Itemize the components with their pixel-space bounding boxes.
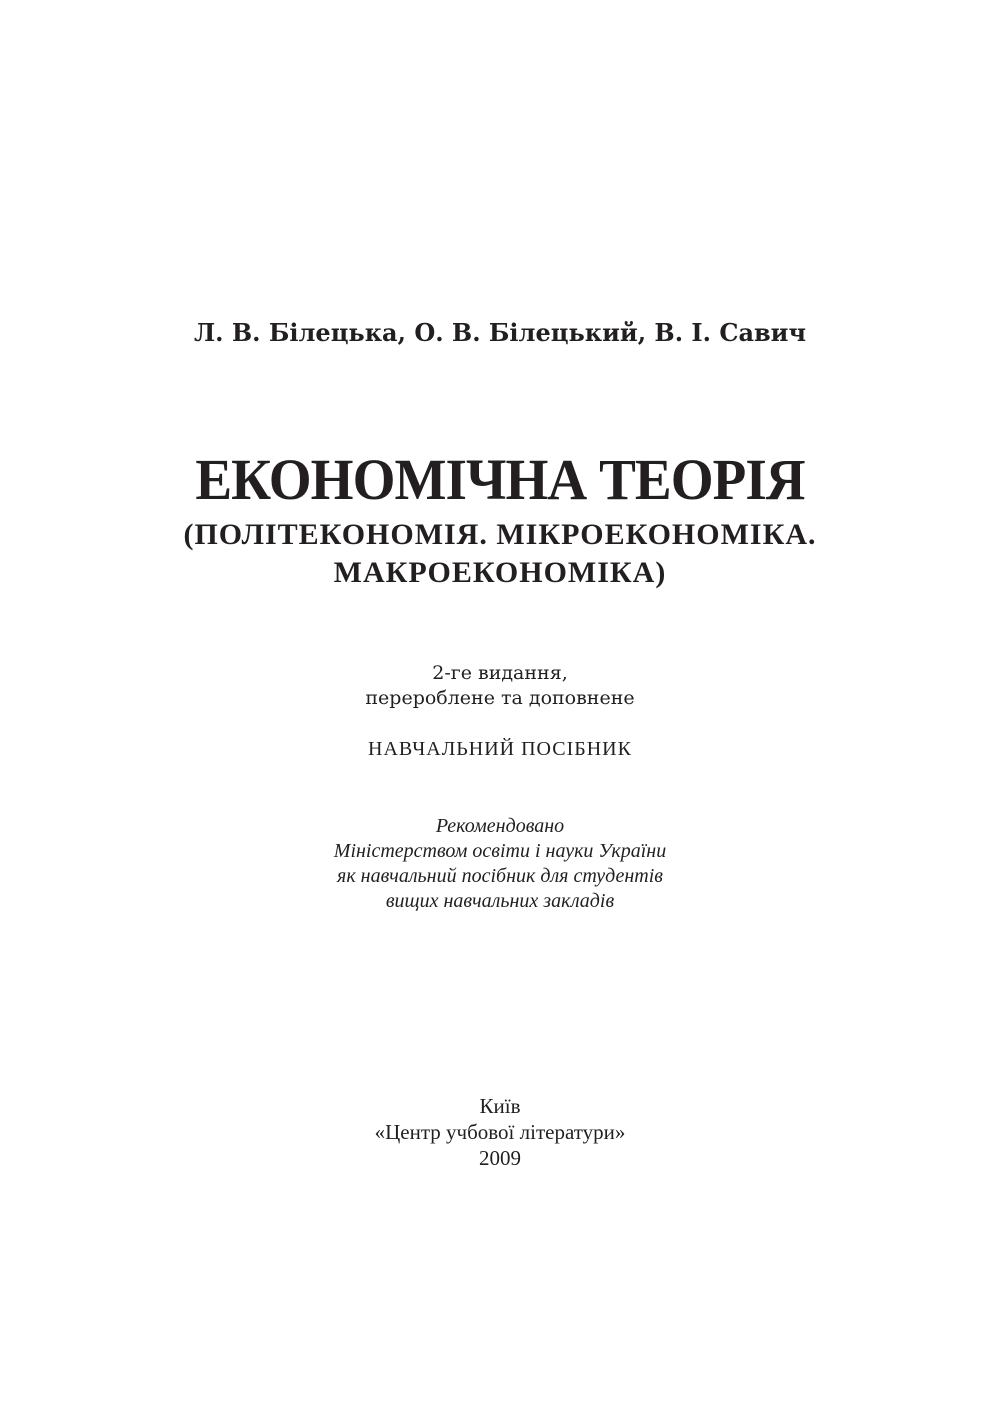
book-title: ЕКОНОМІЧНА ТЕОРІЯ: [195, 447, 805, 512]
recommendation-line-4: вищих навчальних закладів: [385, 890, 615, 912]
edition-line-2: перероблене та доповнене: [365, 687, 635, 709]
recommendation-line-1: Рекомендовано: [435, 815, 565, 837]
imprint-city: Київ: [479, 1094, 521, 1118]
recommendation-line-3: як навчальний посібник для студентів: [337, 865, 663, 887]
subtitle-line-1: (ПОЛІТЕКОНОМІЯ. МІКРОЕКОНОМІКА.: [183, 518, 817, 551]
edition-line-1: 2-ге видання,: [432, 662, 568, 684]
subtitle-line-2: МАКРОЕКОНОМІКА): [333, 556, 667, 589]
authors-line: Л. В. Білецька, О. В. Білецький, В. І. Савич: [193, 318, 807, 347]
imprint-year: 2009: [479, 1146, 521, 1170]
imprint-publisher: «Центр учбової літератури»: [374, 1120, 626, 1144]
recommendation-line-2: Міністерством освіти і науки України: [333, 840, 667, 862]
book-type: НАВЧАЛЬНИЙ ПОСІБНИК: [368, 738, 632, 760]
